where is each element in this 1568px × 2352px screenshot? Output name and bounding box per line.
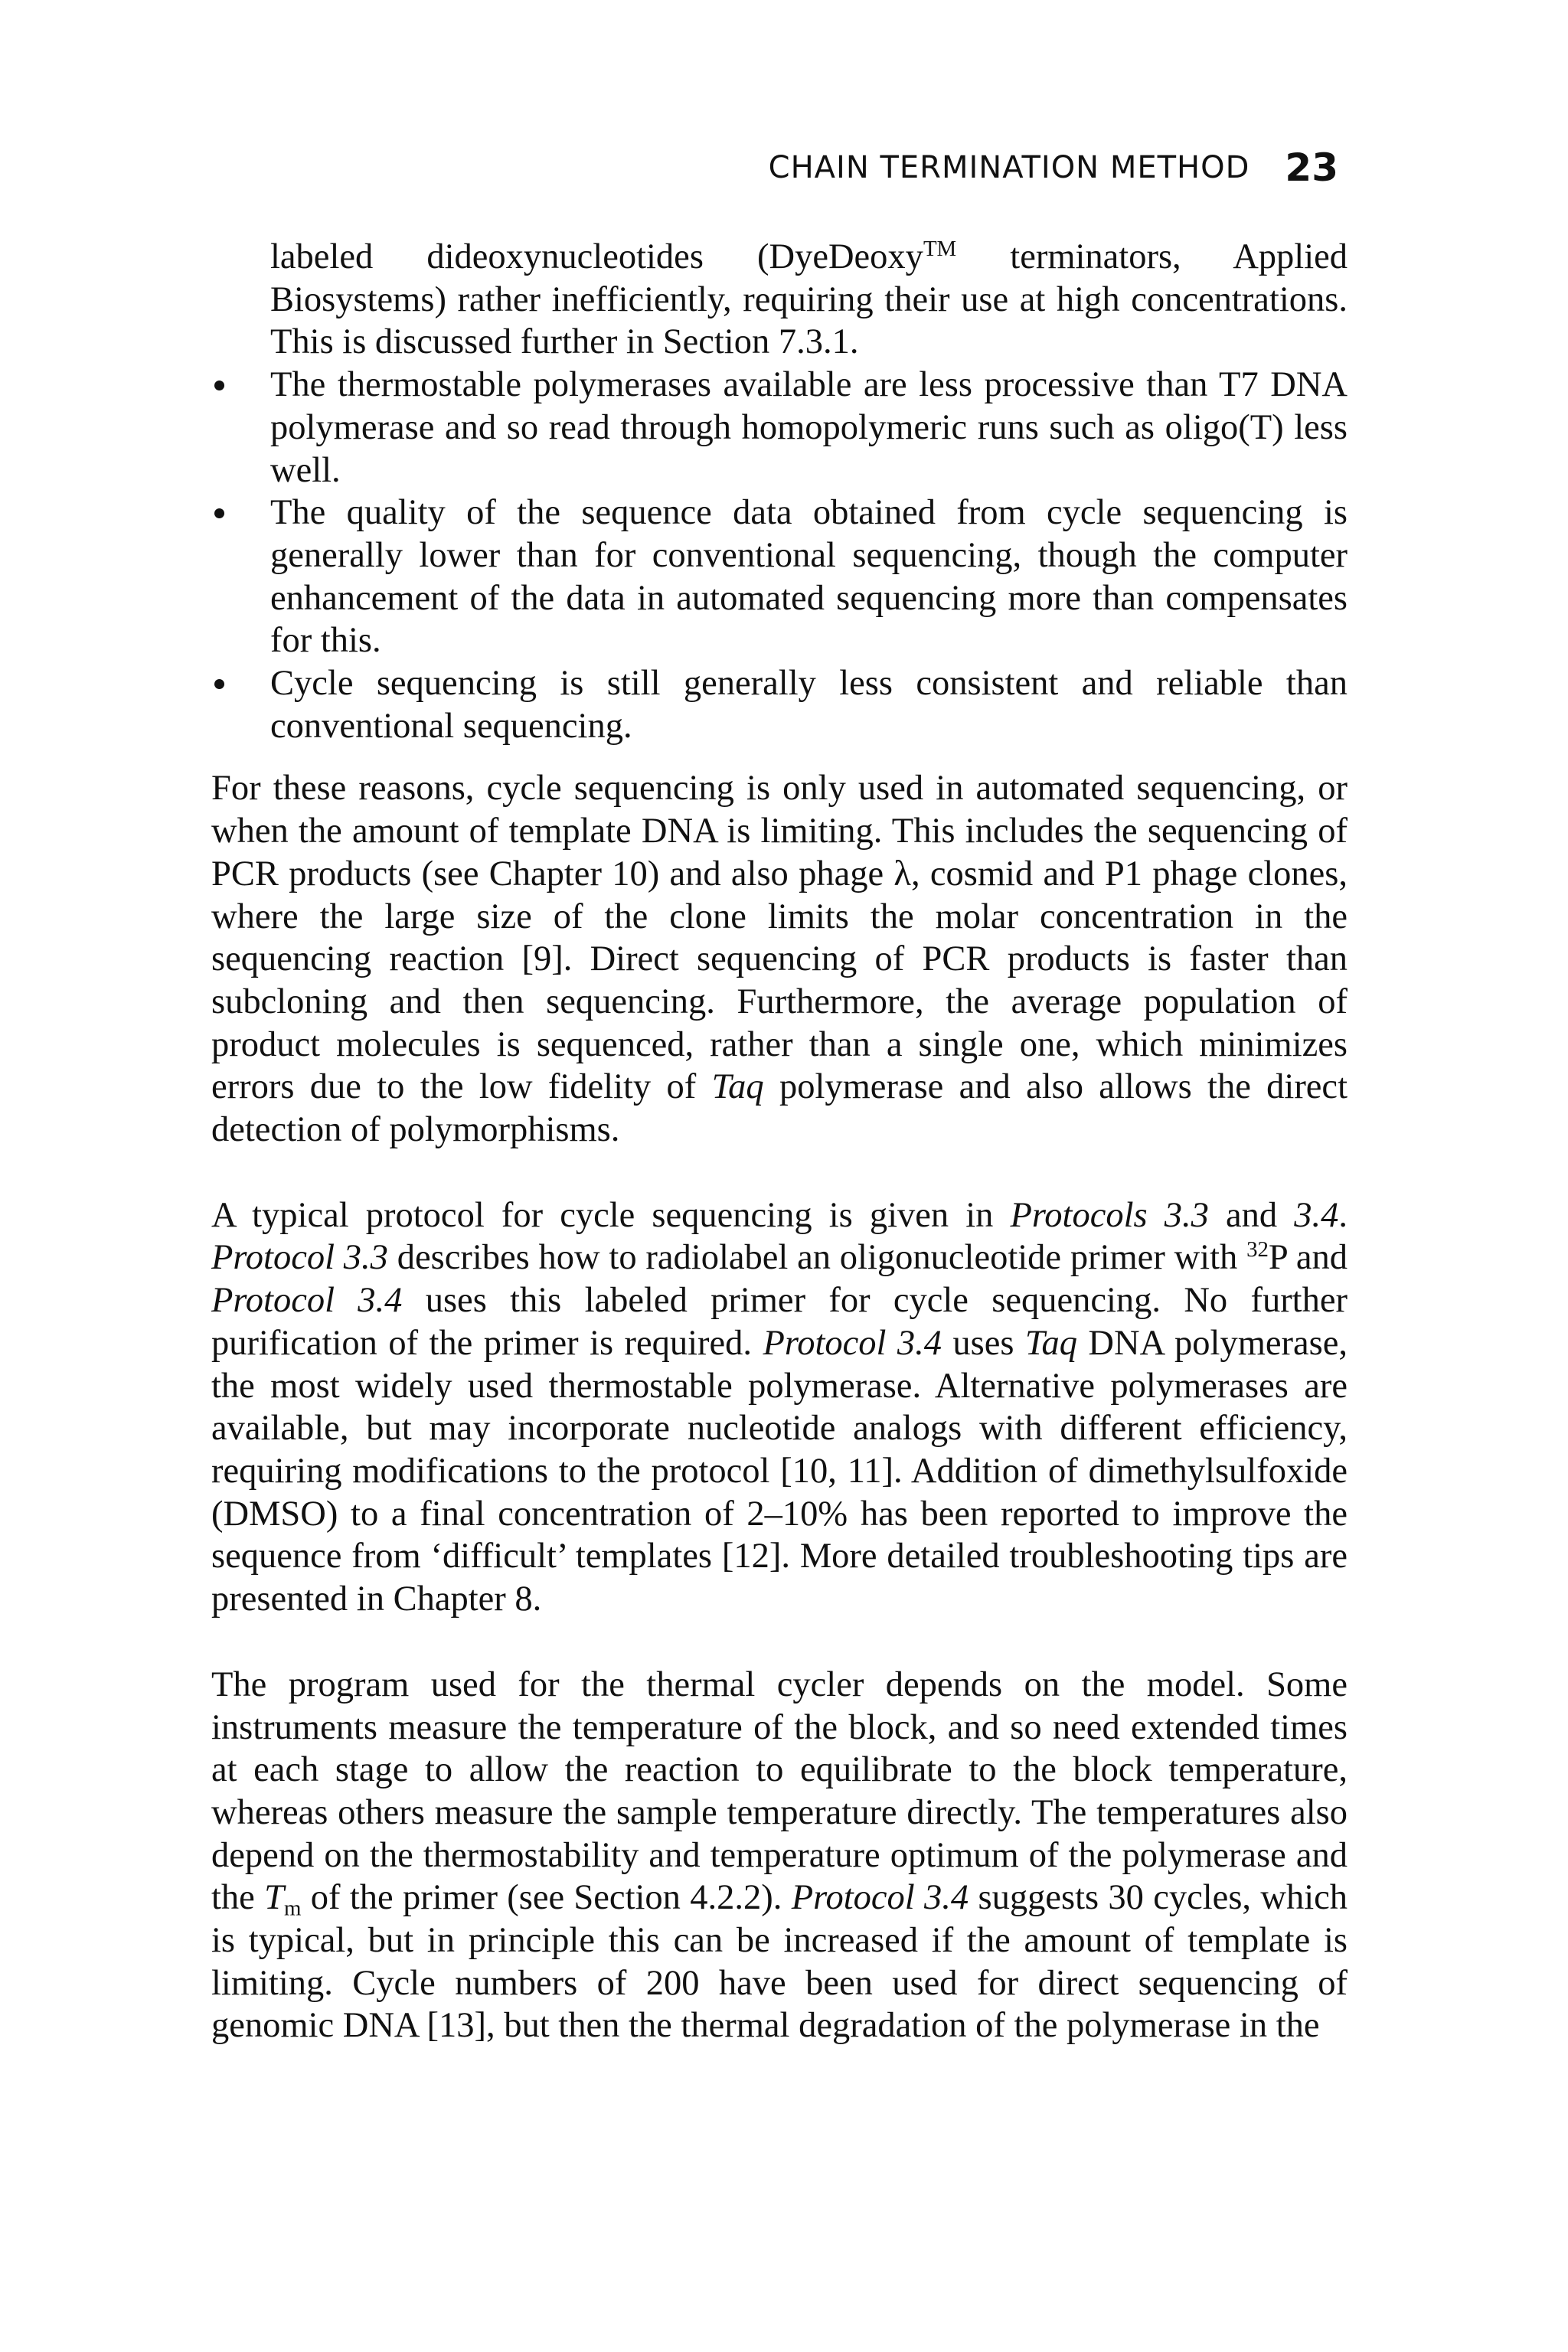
bullet-item: Cycle sequencing is still generally less consistent and reliable than conventional sequencing. — [211, 662, 1348, 747]
bullet-item: The thermostable polymerases available are less processive than T7 DNA polymerase and so read through homopolymeric runs such as oligo(T) less well. — [211, 364, 1348, 492]
bullet-item: The quality of the sequence data obtained from cycle sequencing is generally lower than for conventional sequencing, though the computer enhancement of the data in automated sequencing more than compensates for this. — [211, 492, 1348, 662]
bullet-continuation: labeled dideoxynucleotides (DyeDeoxy™ terminators, Applied Biosystems) rather inefficiently, requiring their use at high concentrations. This is discussed further in Section 7.3.1. — [270, 237, 1348, 362]
bullet-icon — [214, 679, 224, 689]
paragraph: For these reasons, cycle sequencing is only used in automated sequencing, or when the amount of template DNA is limiting. This includes the sequencing of PCR products (see Chapter 10) and also phage λ, cosmid and P1 phage clones, where the large size of the clone limits the molar concentration in the sequencing reaction [9]. Direct sequencing of PCR products is faster than subcloning and then sequencing. Furthermore, the average population of product molecules is sequenced, rather than a single one, which minimizes errors due to the low fidelity of Taq polymerase and also allows the direct detection of polymorphisms. — [211, 769, 1348, 1150]
bullet-icon — [214, 508, 224, 518]
chapter-title: CHAIN TERMINATION METHOD — [768, 150, 1250, 185]
bullet-list — [211, 236, 1348, 747]
page-number: 23 — [1285, 145, 1338, 190]
running-head — [211, 145, 1338, 190]
paragraph: A typical protocol for cycle sequencing is given in Protocols 3.3 and 3.4. Protocol 3.3 describes how to radiolabel an oligonucleotide primer with $^{32}$P and Protocol 3.4 uses this labeled primer for cycle sequencing. No further purification of the primer is required. Protocol 3.4 uses Taq DNA polymerase, the most widely used thermostable polymerase. Alternative polymerases are available, but may incorporate nucleotide analogs with different efficiency, requiring modifications to the protocol [10, 11]. Addition of dimethylsulfoxide (DMSO) to a final concentration of 2–10% has been reported to improve the sequence from ‘difficult’ templates [12]. More detailed troubleshooting tips are presented in Chapter 8. — [211, 1195, 1348, 1619]
paragraph: The program used for the thermal cycler depends on the model. Some instruments measure the temperature of the block, and so need extended times at each stage to allow the reaction to equilibrate to the block temperature, whereas others measure the sample temperature directly. The temperatures also depend on the thermostability and temperature optimum of the polymerase and the $T_m$ of the primer (see Section 4.2.2). Protocol 3.4 suggests 30 cycles, which is typical, but in principle this can be increased if the amount of template is limiting. Cycle numbers of 200 have been used for direct sequencing of genomic DNA [13], but then the thermal degradation of the polymerase in the — [211, 1664, 1348, 2046]
bullet-icon — [214, 381, 224, 390]
body-text — [211, 236, 1348, 2047]
